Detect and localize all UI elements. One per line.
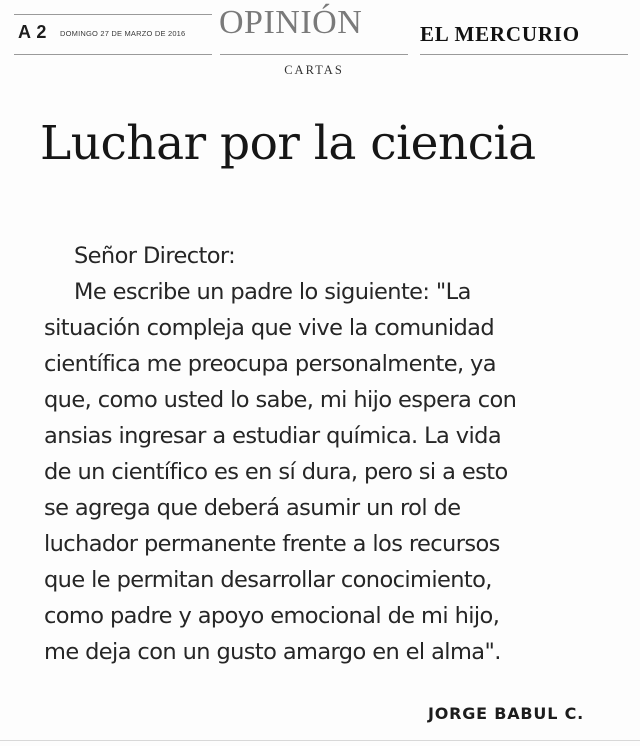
page-header (14, 2, 628, 82)
letter-line: me deja con un gusto amargo en el alma". (44, 639, 501, 665)
letter-line: científica me preocupa personalmente, ya (44, 351, 496, 377)
letter-salutation: Señor Director: (74, 243, 236, 269)
letter-line: luchador permanente frente a los recursos (44, 531, 500, 557)
letter-line: ansias ingresar a estudiar química. La vida (44, 423, 502, 449)
page-bottom-rule (0, 740, 640, 741)
letter-line: Me escribe un padre lo siguiente: "La (74, 279, 471, 305)
letter-headline: Luchar por la ciencia (40, 116, 536, 171)
letter-line: que le permitan desarrollar conocimiento, (44, 567, 492, 593)
section-title: OPINIÓN (219, 4, 363, 41)
letter-signature: JORGE BABUL C. (427, 704, 584, 723)
subsection-title: CARTAS (284, 63, 344, 77)
letter-line: de un científico es en sí dura, pero si a esto (44, 459, 508, 485)
letter-line: que, como usted lo sabe, mi hijo espera con (44, 387, 517, 413)
header-rule-masthead (420, 54, 628, 55)
page-number: A 2 (18, 22, 47, 42)
header-rule-top (14, 14, 212, 15)
letter-line: se agrega que deberá asumir un rol de (44, 495, 461, 521)
header-rule-section (220, 54, 408, 55)
letter-body (44, 238, 604, 670)
header-rule-left (14, 54, 212, 55)
issue-date: DOMINGO 27 DE MARZO DE 2016 (60, 29, 186, 38)
newspaper-masthead: EL MERCURIO (420, 22, 580, 46)
letter-line: como padre y apoyo emocional de mi hijo, (44, 603, 500, 629)
letter-line: situación compleja que vive la comunidad (44, 315, 495, 341)
